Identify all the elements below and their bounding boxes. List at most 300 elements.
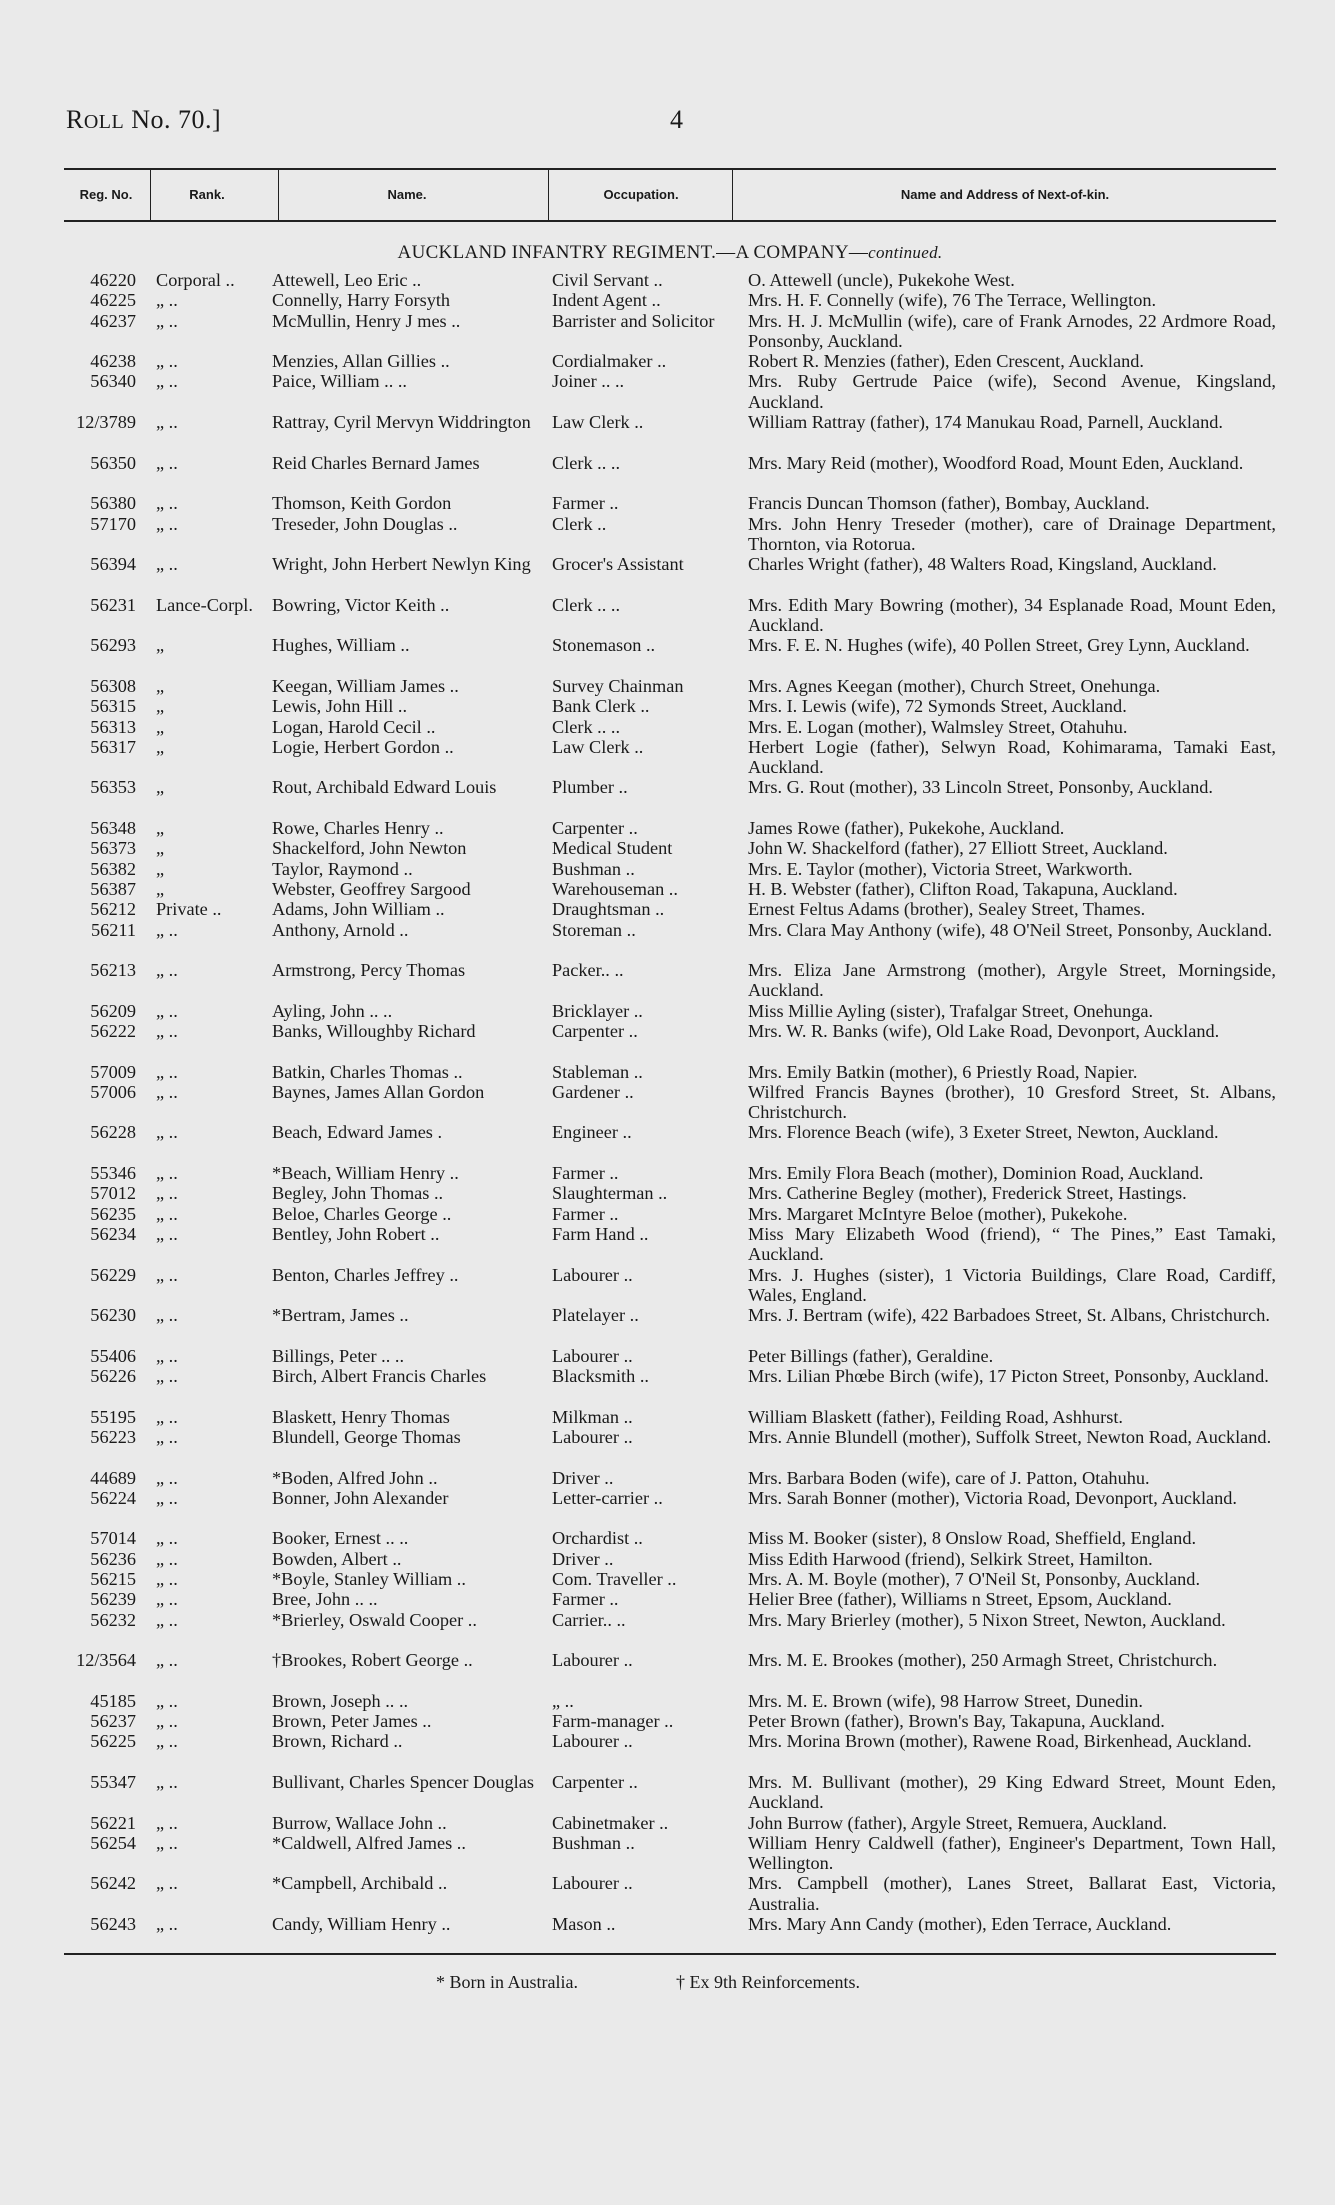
reg-no: 56394 [90, 554, 136, 575]
occupation: Labourer .. [552, 1873, 633, 1894]
occupation: Gardener .. [552, 1081, 634, 1102]
next-of-kin: James Rowe (father), Pukekohe, Auckland. [748, 818, 1065, 839]
next-of-kin: Mrs. Mary Ann Candy (mother), Eden Terrace, Auckland. [748, 1914, 1172, 1935]
rank: „ .. [156, 1061, 178, 1082]
name: Benton, Charles Jeffrey .. [272, 1264, 459, 1285]
occupation: Engineer .. [552, 1122, 632, 1143]
occupation: Carrier.. .. [552, 1609, 626, 1630]
rank: „ .. [156, 513, 178, 534]
rank: „ [156, 838, 165, 859]
roll-table [64, 270, 1276, 1934]
column-headers [64, 168, 1276, 222]
reg-no: 56382 [90, 858, 136, 879]
name: Shackelford, John Newton [272, 838, 467, 859]
occupation: Milkman .. [552, 1406, 633, 1427]
rank: „ .. [156, 1183, 178, 1204]
rank: „ .. [156, 1589, 178, 1610]
next-of-kin: Mrs. H. J. McMullin (wife), care of Frank Arnodes, 22 Ardmore Road, Ponsonby, Auckland. [748, 310, 1276, 351]
occupation: Bricklayer .. [552, 1000, 643, 1021]
table-row [64, 676, 1276, 696]
reg-no: 57014 [90, 1528, 136, 1549]
name: Bullivant, Charles Spencer Douglas [272, 1771, 534, 1792]
table-row [64, 1468, 1276, 1488]
reg-no: 57006 [90, 1081, 136, 1102]
next-of-kin: Mrs. Eliza Jane Armstrong (mother), Argyle Street, Morningside, Auckland. [748, 960, 1276, 1001]
table-row [64, 1427, 1276, 1468]
next-of-kin: Francis Duncan Thomson (father), Bombay, Auckland. [748, 493, 1150, 514]
occupation: Grocer's Assistant [552, 554, 684, 575]
table-row [64, 1305, 1276, 1346]
name: Brown, Joseph .. .. [272, 1690, 409, 1711]
next-of-kin: Mrs. W. R. Banks (wife), Old Lake Road, Devonport, Auckland. [748, 1020, 1220, 1041]
rank: „ [156, 696, 165, 717]
occupation: Law Clerk .. [552, 736, 644, 757]
reg-no: 55195 [90, 1406, 136, 1427]
occupation: Barrister and Solicitor [552, 310, 715, 331]
occupation: Storeman .. [552, 919, 636, 940]
name: Adams, John William .. [272, 899, 445, 920]
reg-no: 56226 [90, 1366, 136, 1387]
next-of-kin: William Henry Caldwell (father), Engineer's Department, Town Hall, Wellington. [748, 1832, 1276, 1874]
name: Paice, William .. .. [272, 371, 407, 392]
table-row [64, 777, 1276, 818]
table-row [64, 1914, 1276, 1934]
rank: „ .. [156, 452, 178, 473]
occupation: Carpenter .. [552, 1020, 638, 1041]
occupation: Cabinetmaker .. [552, 1812, 669, 1833]
reg-no: 45185 [90, 1690, 136, 1711]
col-occupation: Occupation. [548, 170, 733, 220]
rank: „ .. [156, 1873, 178, 1894]
name: *Campbell, Archibald .. [272, 1873, 448, 1894]
reg-no: 55406 [90, 1345, 136, 1366]
table-row [64, 290, 1276, 310]
occupation: Mason .. [552, 1914, 616, 1935]
rank: „ .. [156, 1487, 178, 1508]
name: Batkin, Charles Thomas .. [272, 1061, 463, 1082]
rank: Private .. [156, 899, 222, 920]
next-of-kin: Wilfred Francis Baynes (brother), 10 Gresford Street, St. Albans, Christchurch. [748, 1081, 1276, 1123]
rank: „ .. [156, 1569, 178, 1589]
rank: „ [156, 858, 165, 879]
reg-no: 56317 [90, 736, 136, 757]
rank: „ .. [156, 1345, 178, 1366]
occupation: Labourer .. [552, 1264, 633, 1285]
table-row [64, 1711, 1276, 1731]
occupation: „ .. [552, 1690, 574, 1711]
table-row [64, 1224, 1276, 1265]
occupation: Driver .. [552, 1548, 614, 1569]
occupation: Farm Hand .. [552, 1223, 649, 1244]
rank: „ .. [156, 1020, 178, 1041]
reg-no: 46237 [90, 310, 136, 331]
table-row [64, 1833, 1276, 1874]
next-of-kin: William Rattray (father), 174 Manukau Road, Parnell, Auckland. [748, 412, 1223, 433]
next-of-kin: Mrs. G. Rout (mother), 33 Lincoln Street, Ponsonby, Auckland. [748, 777, 1213, 798]
rank: „ [156, 777, 165, 798]
name: Webster, Geoffrey Sargood [272, 878, 471, 899]
rank: „ .. [156, 371, 178, 392]
reg-no: 12/3564 [76, 1650, 136, 1671]
section-title [64, 242, 1276, 264]
reg-no: 56231 [90, 594, 136, 615]
table-row [64, 351, 1276, 371]
next-of-kin: Peter Billings (father), Geraldine. [748, 1345, 994, 1366]
rank: „ .. [156, 1914, 178, 1935]
name: Logan, Harold Cecil .. [272, 716, 436, 737]
table-row [64, 1610, 1276, 1651]
reg-no: 56236 [90, 1548, 136, 1569]
name: Rowe, Charles Henry .. [272, 818, 444, 839]
next-of-kin: Mrs. J. Hughes (sister), 1 Victoria Buildings, Clare Road, Cardiff, Wales, England. [748, 1264, 1276, 1305]
table-row [64, 1366, 1276, 1407]
next-of-kin: Mrs. Florence Beach (wife), 3 Exeter Street, Newton, Auckland. [748, 1122, 1219, 1143]
reg-no: 56380 [90, 493, 136, 514]
reg-no: 56211 [90, 919, 136, 940]
rank: „ .. [156, 351, 178, 372]
occupation: Medical Student [552, 838, 673, 859]
next-of-kin: Mrs. Catherine Begley (mother), Frederick Street, Hastings. [748, 1183, 1187, 1204]
name: Begley, John Thomas .. [272, 1183, 444, 1204]
table-row [64, 1163, 1276, 1183]
next-of-kin: Ernest Feltus Adams (brother), Sealey Street, Thames. [748, 899, 1146, 920]
name: Armstrong, Percy Thomas [272, 960, 466, 981]
table-row [64, 1204, 1276, 1224]
rank: „ .. [156, 1548, 178, 1569]
reg-no: 55347 [90, 1771, 136, 1792]
section-title-text: AUCKLAND INFANTRY REGIMENT.—A COMPANY— [397, 242, 869, 263]
rank: „ .. [156, 1366, 178, 1387]
table-row [64, 1407, 1276, 1427]
next-of-kin: William Blaskett (father), Feilding Road, Ashhurst. [748, 1406, 1123, 1427]
table-row [64, 1062, 1276, 1082]
name: Attewell, Leo Eric .. [272, 270, 422, 290]
table-row [64, 899, 1276, 919]
table-row [64, 1001, 1276, 1021]
occupation: Com. Traveller .. [552, 1569, 677, 1589]
reg-no: 56313 [90, 716, 136, 737]
next-of-kin: Mrs. Lilian Phœbe Birch (wife), 17 Picton Street, Ponsonby, Auckland. [748, 1366, 1269, 1387]
table-row [64, 493, 1276, 513]
reg-no: 56315 [90, 696, 136, 717]
reg-no: 56215 [90, 1569, 136, 1589]
next-of-kin: Peter Brown (father), Brown's Bay, Takapuna, Auckland. [748, 1711, 1165, 1732]
reg-no: 56243 [90, 1914, 136, 1935]
table-row [64, 1813, 1276, 1833]
next-of-kin: Mrs. Sarah Bonner (mother), Victoria Road, Devonport, Auckland. [748, 1487, 1238, 1508]
name: Lewis, John Hill .. [272, 696, 408, 717]
rank: „ .. [156, 1650, 178, 1671]
rank: „ .. [156, 1264, 178, 1285]
reg-no: 56209 [90, 1000, 136, 1021]
table-row [64, 1772, 1276, 1813]
next-of-kin: John Burrow (father), Argyle Street, Remuera, Auckland. [748, 1812, 1168, 1833]
next-of-kin: Helier Bree (father), Williams n Street, Epsom, Auckland. [748, 1589, 1172, 1610]
name: Burrow, Wallace John .. [272, 1812, 447, 1833]
name: Billings, Peter .. .. [272, 1345, 405, 1366]
next-of-kin: Mrs. Edith Mary Bowring (mother), 34 Esplanade Road, Mount Eden, Auckland. [748, 594, 1276, 636]
occupation: Farm-manager .. [552, 1711, 674, 1732]
name: *Beach, William Henry .. [272, 1163, 459, 1184]
rank: „ .. [156, 310, 178, 331]
occupation: Driver .. [552, 1467, 614, 1488]
name: Logie, Herbert Gordon .. [272, 736, 454, 757]
rank: „ .. [156, 1690, 178, 1711]
table-row [64, 1589, 1276, 1609]
next-of-kin: Mrs. John Henry Treseder (mother), care of Drainage Department, Thornton, via Rotorua. [748, 513, 1276, 554]
table-row [64, 818, 1276, 838]
name: *Bertram, James .. [272, 1305, 409, 1326]
next-of-kin: Robert R. Menzies (father), Eden Crescent, Auckland. [748, 351, 1144, 372]
next-of-kin: Mrs. Barbara Boden (wife), care of J. Patton, Otahuhu. [748, 1467, 1150, 1488]
occupation: Labourer .. [552, 1650, 633, 1671]
rank: „ [156, 716, 165, 737]
occupation: Farmer .. [552, 493, 619, 514]
rank: „ .. [156, 554, 178, 575]
rank: „ .. [156, 493, 178, 514]
next-of-kin: Miss Mary Elizabeth Wood (friend), “ The Pines,” East Tamaki, Auckland. [748, 1223, 1276, 1265]
next-of-kin: Mrs. Clara May Anthony (wife), 48 O'Neil Street, Ponsonby, Auckland. [748, 919, 1273, 940]
rank: „ .. [156, 1163, 178, 1184]
page-header [66, 105, 1276, 139]
next-of-kin: Mrs. F. E. N. Hughes (wife), 40 Pollen Street, Grey Lynn, Auckland. [748, 635, 1250, 656]
footnote-born-australia: * Born in Australia. [436, 1972, 578, 1992]
reg-no: 56237 [90, 1711, 136, 1732]
rank: „ .. [156, 960, 178, 981]
occupation: Orchardist .. [552, 1528, 643, 1549]
reg-no: 56387 [90, 878, 136, 899]
name: Connelly, Harry Forsyth [272, 290, 451, 311]
reg-no: 56221 [90, 1812, 136, 1833]
reg-no: 56340 [90, 371, 136, 392]
name: Beloe, Charles George .. [272, 1203, 452, 1224]
next-of-kin: Charles Wright (father), 48 Walters Road, Kingsland, Auckland. [748, 554, 1217, 575]
reg-no: 56254 [90, 1832, 136, 1853]
reg-no: 56242 [90, 1873, 136, 1894]
reg-no: 55346 [90, 1163, 136, 1184]
table-row [64, 371, 1276, 412]
footnote-ex-reinforcements: † Ex 9th Reinforcements. [676, 1972, 860, 1992]
page-number: 4 [670, 105, 683, 134]
rank: „ .. [156, 1426, 178, 1447]
next-of-kin: Mrs. M. Bullivant (mother), 29 King Edward Street, Mount Eden, Auckland. [748, 1771, 1276, 1813]
next-of-kin: Mrs. Campbell (mother), Lanes Street, Ballarat East, Victoria, Australia. [748, 1873, 1276, 1914]
reg-no: 46220 [90, 270, 136, 290]
reg-no: 56222 [90, 1020, 136, 1041]
reg-no: 56350 [90, 452, 136, 473]
table-row [64, 1021, 1276, 1062]
table-row [64, 311, 1276, 352]
reg-no: 56293 [90, 635, 136, 656]
next-of-kin: O. Attewell (uncle), Pukekohe West. [748, 270, 1015, 290]
next-of-kin: Mrs. Emily Batkin (mother), 6 Priestly Road, Napier. [748, 1061, 1138, 1082]
next-of-kin: Mrs. J. Bertram (wife), 422 Barbadoes Street, St. Albans, Christchurch. [748, 1305, 1270, 1326]
occupation: Blacksmith .. [552, 1366, 649, 1387]
name: Treseder, John Douglas .. [272, 513, 458, 534]
next-of-kin: John W. Shackelford (father), 27 Elliott Street, Auckland. [748, 838, 1168, 859]
reg-no: 56213 [90, 960, 136, 981]
reg-no: 56212 [90, 899, 136, 920]
table-row [64, 1691, 1276, 1711]
name: Rout, Archibald Edward Louis [272, 777, 497, 798]
next-of-kin: Mrs. M. E. Brown (wife), 98 Harrow Street, Dunedin. [748, 1690, 1144, 1711]
table-row [64, 1183, 1276, 1203]
next-of-kin: Mrs. H. F. Connelly (wife), 76 The Terrace, Wellington. [748, 290, 1157, 311]
rank: „ [156, 736, 165, 757]
table-row [64, 879, 1276, 899]
rank: „ [156, 878, 165, 899]
next-of-kin: H. B. Webster (father), Clifton Road, Takapuna, Auckland. [748, 878, 1178, 899]
reg-no: 56230 [90, 1305, 136, 1326]
table-row [64, 270, 1276, 290]
table-row [64, 1731, 1276, 1772]
reg-no: 56235 [90, 1203, 136, 1224]
col-reg-no: Reg. No. [79, 187, 133, 202]
name: McMullin, Henry J mes .. [272, 310, 461, 331]
table-row [64, 838, 1276, 858]
next-of-kin: Mrs. M. E. Brookes (mother), 250 Armagh Street, Christchurch. [748, 1650, 1218, 1671]
table-row [64, 717, 1276, 737]
name: Rattray, Cyril Mervyn Widdrington [272, 412, 531, 433]
next-of-kin: Miss M. Booker (sister), 8 Onslow Road, Sheffield, England. [748, 1528, 1197, 1549]
occupation: Clerk .. [552, 513, 607, 534]
reg-no: 12/3789 [76, 412, 136, 433]
table-row [64, 1346, 1276, 1366]
col-next-of-kin: Name and Address of Next-of-kin. [732, 170, 1277, 220]
name: Booker, Ernest .. .. [272, 1528, 409, 1549]
name: Bowring, Victor Keith .. [272, 594, 450, 615]
col-name: Name. [278, 170, 535, 220]
rank: „ .. [156, 1812, 178, 1833]
reg-no: 56308 [90, 675, 136, 696]
table-row [64, 859, 1276, 879]
name: Taylor, Raymond .. [272, 858, 413, 879]
col-rank: Rank. [150, 170, 263, 220]
reg-no: 46225 [90, 290, 136, 311]
occupation: Bushman .. [552, 858, 635, 879]
name: †Brookes, Robert George .. [272, 1650, 473, 1671]
rank: „ .. [156, 1203, 178, 1224]
next-of-kin: Mrs. Margaret McIntyre Beloe (mother), Pukekohe. [748, 1203, 1128, 1224]
table-row [64, 412, 1276, 453]
table-row [64, 453, 1276, 494]
section-continued: continued. [868, 243, 943, 262]
occupation: Labourer .. [552, 1345, 633, 1366]
name: Reid Charles Bernard James [272, 452, 480, 473]
occupation: Joiner .. .. [552, 371, 625, 392]
rank: „ .. [156, 1731, 178, 1752]
roll-rest: OLL [83, 111, 125, 133]
rank: „ .. [156, 1609, 178, 1630]
occupation: Bank Clerk .. [552, 696, 650, 717]
name: Bonner, John Alexander [272, 1487, 449, 1508]
name: Thomson, Keith Gordon [272, 493, 452, 514]
next-of-kin: Mrs. Agnes Keegan (mother), Church Street, Onehunga. [748, 675, 1161, 696]
rank: „ .. [156, 1528, 178, 1549]
next-of-kin: Mrs. E. Logan (mother), Walmsley Street, Otahuhu. [748, 716, 1128, 737]
rank: „ .. [156, 1832, 178, 1853]
table-row [64, 1549, 1276, 1569]
rank: „ .. [156, 1122, 178, 1143]
rank: „ .. [156, 1223, 178, 1244]
rank: „ .. [156, 290, 178, 311]
next-of-kin: Mrs. Morina Brown (mother), Rawene Road, Birkenhead, Auckland. [748, 1731, 1252, 1752]
table-row [64, 1873, 1276, 1914]
occupation: Clerk .. .. [552, 716, 621, 737]
reg-no: 56234 [90, 1223, 136, 1244]
name: Beach, Edward James . [272, 1122, 443, 1143]
occupation: Farmer .. [552, 1203, 619, 1224]
name: Birch, Albert Francis Charles [272, 1366, 487, 1387]
occupation: Plumber .. [552, 777, 628, 798]
rank: „ .. [156, 1305, 178, 1326]
table-row [64, 1265, 1276, 1306]
name: Baynes, James Allan Gordon [272, 1081, 485, 1102]
next-of-kin: Mrs. Mary Reid (mother), Woodford Road, Mount Eden, Auckland. [748, 452, 1244, 473]
occupation: Stonemason .. [552, 635, 656, 656]
name: *Brierley, Oswald Cooper .. [272, 1609, 477, 1630]
reg-no: 56373 [90, 838, 136, 859]
name: Blaskett, Henry Thomas [272, 1406, 450, 1427]
next-of-kin: Mrs. E. Taylor (mother), Victoria Street, Warkworth. [748, 858, 1133, 879]
occupation: Cordialmaker .. [552, 351, 667, 372]
table-row [64, 1650, 1276, 1691]
occupation: Survey Chainman [552, 675, 684, 696]
reg-no: 56353 [90, 777, 136, 798]
name: Bowden, Albert .. [272, 1548, 402, 1569]
name: Wright, John Herbert Newlyn King [272, 554, 531, 575]
name: Ayling, John .. .. [272, 1000, 393, 1021]
rank: „ .. [156, 1000, 178, 1021]
rank: „ .. [156, 1467, 178, 1488]
rank: „ [156, 818, 165, 839]
table-row [64, 1569, 1276, 1589]
occupation: Farmer .. [552, 1163, 619, 1184]
roll-number [66, 105, 221, 135]
next-of-kin: Miss Millie Ayling (sister), Trafalgar Street, Onehunga. [748, 1000, 1154, 1021]
occupation: Labourer .. [552, 1731, 633, 1752]
occupation: Letter-carrier .. [552, 1487, 663, 1508]
name: *Boyle, Stanley William .. [272, 1569, 466, 1589]
table-row [64, 635, 1276, 676]
rank: „ .. [156, 1406, 178, 1427]
name: Menzies, Allan Gillies .. [272, 351, 450, 372]
occupation: Slaughterman .. [552, 1183, 668, 1204]
rank: „ .. [156, 1081, 178, 1102]
next-of-kin: Mrs. A. M. Boyle (mother), 7 O'Neil St, Ponsonby, Auckland. [748, 1569, 1201, 1589]
reg-no: 56348 [90, 818, 136, 839]
name: Bentley, John Robert .. [272, 1223, 440, 1244]
rank: „ .. [156, 1711, 178, 1732]
roll-prefix: R [66, 105, 84, 134]
reg-no: 56232 [90, 1609, 136, 1630]
name: Candy, William Henry .. [272, 1914, 451, 1935]
name: Bree, John .. .. [272, 1589, 378, 1610]
table-row [64, 1528, 1276, 1548]
next-of-kin: Mrs. Emily Flora Beach (mother), Dominion Road, Auckland. [748, 1163, 1204, 1184]
occupation: Carpenter .. [552, 1771, 638, 1792]
occupation: Stableman .. [552, 1061, 643, 1082]
name: *Caldwell, Alfred James .. [272, 1832, 466, 1853]
table-row [64, 737, 1276, 778]
reg-no: 57012 [90, 1183, 136, 1204]
occupation: Warehouseman .. [552, 878, 678, 899]
table-row [64, 920, 1276, 961]
occupation: Packer.. .. [552, 960, 624, 981]
name: *Boden, Alfred John .. [272, 1467, 438, 1488]
table-row [64, 595, 1276, 636]
reg-no: 56228 [90, 1122, 136, 1143]
